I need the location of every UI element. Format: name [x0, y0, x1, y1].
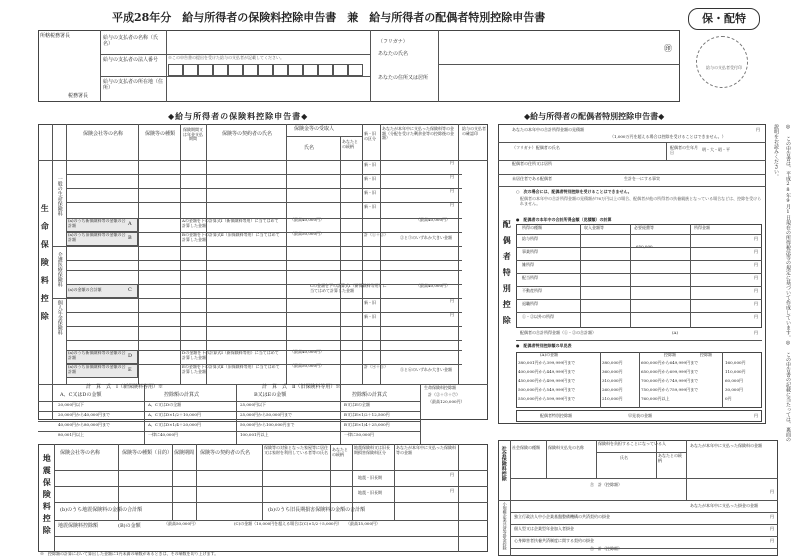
formula2-range: 100,001円以上: [240, 432, 269, 437]
income-yen: 円: [756, 127, 760, 132]
small-title: 小規模企業共済等掛金控除: [502, 502, 508, 550]
spouse-birth-era: 明・大・昭・平: [702, 147, 730, 152]
quick-col-head: 控除額: [664, 352, 676, 357]
row-line: [66, 326, 462, 327]
your-address-input[interactable]: [440, 68, 678, 98]
row-b-letter: B: [128, 235, 132, 241]
quick-mid: [722, 352, 723, 408]
small-total: 合 計（控除額）: [590, 546, 622, 551]
small-row-line: [510, 512, 778, 513]
quick-amount: 60,000円: [725, 378, 743, 383]
your-address-label: あなたの住所又は居所: [378, 75, 429, 81]
new-old-toggle[interactable]: 新・旧: [364, 190, 376, 195]
small-row-line: [510, 524, 778, 525]
sum-12: 計（①＋②）: [364, 232, 388, 237]
deduct-lookup: 早見表の金額: [628, 413, 652, 418]
form-title: 平成28年分 給与所得者の保険料控除申告書 兼 給与所得者の配偶者特別控除申告書: [112, 11, 546, 24]
eq-target: 保険等の対象となった家屋等に居住又は家財を利用している者等の氏名: [264, 445, 328, 455]
quick-amount: 210,000円: [602, 396, 623, 401]
max-120k: （最高120,000円）: [428, 399, 465, 404]
formula2-calc: 一律に50,000円: [344, 432, 374, 437]
formula2-calc: B又はE×1/2＋12,500円: [344, 412, 390, 417]
receipt-stamp-label: 給与の支払者受付印: [706, 65, 742, 70]
furigana-label: （フリガナ）: [378, 39, 408, 45]
unmarried-label: 未居住者である配偶者: [512, 176, 552, 181]
payer-number-digit-box[interactable]: [333, 64, 348, 76]
spouse-side-label: 配偶者特別控除: [502, 220, 513, 332]
calc-yen: 円: [754, 275, 758, 280]
f2-head-b: 控除額の計算式: [352, 392, 388, 398]
quick-col-head-2: 控除額: [700, 352, 712, 357]
income-limit: （1,000万円を超える場合は控除を受けることはできません。）: [610, 134, 726, 139]
social-relation: あなたとの続柄: [658, 453, 682, 463]
row-c-label: (a)の金額の合計額: [68, 287, 102, 292]
eq-kind: 保険等の種類（目的）: [122, 450, 173, 456]
eq-deduct-formula: (B)の金額: [118, 523, 141, 529]
calc-row-line: [516, 286, 762, 287]
max-15k: （最高15,000円）: [346, 521, 380, 526]
calc-row-label: 雑所得: [522, 262, 534, 267]
calc-row-label: 事業所得: [522, 249, 538, 254]
quick-mid: [639, 352, 640, 408]
calc-col-head: 所得の種類: [522, 225, 542, 230]
formula1-calc: 一律に40,000円: [148, 432, 178, 437]
calc-row-line: [516, 312, 762, 313]
new-old-toggle[interactable]: 新・旧: [364, 314, 376, 319]
quick-amount: 30,000円: [725, 387, 743, 392]
yen-mark: 円: [450, 298, 454, 303]
quick-amount: 310,000円: [602, 378, 623, 383]
quick-range: 400,000円から449,999円まで: [518, 369, 576, 374]
payer-address-input[interactable]: [168, 78, 366, 100]
compare-5: ⑤と⑥のいずれか大きい金額: [400, 367, 452, 372]
quick-range: 750,000円から759,999円まで: [641, 387, 699, 392]
yen-mark: 円: [450, 174, 454, 179]
right-notes: ◎ この申告書は、平成28年9月1日現在の所得税法等の規定に基づいて作成しています。◎ この申告書の記載に当たっては、裏面の説明をお読みください。: [773, 124, 791, 442]
payer-number-label: 給与の支払者の法人番号: [103, 57, 159, 63]
calc-yen: 円: [754, 301, 758, 306]
max-50k-e: （最高50,000円）: [290, 363, 324, 368]
payer-number-digit-box[interactable]: [168, 64, 183, 76]
col-relation: あなたとの続柄: [342, 139, 358, 149]
formula2-calc: B又はEの全額: [344, 402, 370, 407]
calc-yen: 円: [754, 236, 758, 241]
calc-row-line: [516, 273, 762, 274]
payer-name-input[interactable]: [168, 34, 366, 52]
calc-a: Aの金額を下の計算式Ⅰ（新保険料等用）に当てはめて計算した金額: [182, 218, 279, 228]
formula1-range: 20,000円から40,000円まで: [58, 412, 110, 417]
calc-b: Bの金額を下の計算式Ⅱ（旧保険料等用）に当てはめて計算した金額: [182, 232, 280, 242]
eq-sum-quake: (b)のうち地震保険料の金額の合計額: [60, 507, 143, 513]
office-label: 所轄税務署長: [40, 33, 71, 39]
max-50k-b: （最高50,000円）: [290, 231, 324, 236]
eq-deduct-label: 地震保険料控除額: [58, 523, 99, 529]
formula1-range: 40,000円から80,000円まで: [58, 422, 110, 427]
spouse-address: 配偶者の住所又は居所: [512, 161, 552, 166]
payer-number-digit-box[interactable]: [183, 64, 198, 76]
left-section-title: ◆給与所得者の保険料控除申告書◆: [168, 111, 309, 121]
payer-number-digit-box[interactable]: [288, 64, 303, 76]
row-e-letter: E: [128, 367, 132, 373]
new-old-toggle[interactable]: 新・旧: [364, 162, 376, 167]
payer-number-digit-box[interactable]: [198, 64, 213, 76]
payer-number-digit-box[interactable]: [213, 64, 228, 76]
footnote: ※ 控除額の計算において算出した金額に1円未満の端数があるときは、その端数を切り上げます。: [40, 551, 219, 556]
row-line: [66, 350, 462, 351]
formula1-range: 20,000円以下: [58, 402, 84, 407]
office-suffix: 税務署長: [68, 93, 89, 99]
eq-company: 保険会社等の名称: [60, 450, 101, 456]
row-b-label: (a)のうち旧保険料等の金額の合計額: [68, 232, 126, 242]
col-kind: 保険等の種類: [144, 131, 175, 137]
calc-yen: 円: [754, 249, 758, 254]
calc-yen: 円: [754, 288, 758, 293]
row-c-letter: C: [128, 287, 132, 293]
col-new-old: 新・旧の区分: [364, 131, 376, 141]
calc-row-label: 配当所得: [522, 275, 538, 280]
your-name-input[interactable]: [440, 44, 658, 62]
calc-e: Eの金額を下の計算式Ⅱ（旧保険料等用）に当てはめて計算した金額: [182, 364, 280, 374]
warn-body: 配偶者の本年中の合計所得金額の見積額が76万円以上の場合、配偶者が他の所得者の扶養親族となっている場合などは、控除を受けられません。: [520, 196, 762, 206]
payer-number-digit-box[interactable]: [258, 64, 273, 76]
income-est: あなたの本年中の合計所得金額の見積額: [512, 127, 584, 132]
company-input[interactable]: [70, 313, 134, 325]
earthquake-label: 地震保険料控除: [42, 454, 53, 538]
row-e-label: (a)のうち旧保険料等の金額の合計額: [68, 364, 126, 374]
yen-mark: 円: [450, 202, 454, 207]
social-total: 合 計（控除額）: [590, 482, 622, 487]
life-total-label: 生命保険料控除額: [424, 385, 456, 390]
small-yen: 円: [770, 538, 774, 543]
amount-input[interactable]: [384, 203, 446, 215]
eq-amount: あなたが本年中に支払った保険料等の金額: [396, 445, 456, 455]
small-row-line: [510, 548, 778, 549]
quick-range: 600,000円から649,999円まで: [641, 360, 699, 365]
eq-type: 地震保険料又は旧長期損害保険料区分: [354, 445, 390, 455]
social-yen: 円: [770, 489, 774, 494]
deduct-label: 配偶者特別控除額: [540, 413, 572, 418]
col-amount: あなたが本年中に支払った保険料等の金額（分配を受けた剰余金等の控除後の金額）: [382, 126, 454, 141]
formula1-title: 計 算 式 Ⅰ（新保険料等用）※: [86, 384, 163, 390]
calc-c: Cの金額を下の計算式Ⅰ（新保険料等用）に当てはめて計算した金額: [310, 283, 387, 293]
company-input[interactable]: [70, 299, 134, 311]
f2-head-a: B又はEの金額: [254, 392, 287, 398]
formula2-range: 50,000円から100,000円まで: [240, 422, 295, 427]
eq-yen-2: 円: [450, 488, 454, 493]
eq-type-row2: 地震・旧長期: [358, 490, 382, 495]
your-name-label: あなたの氏名: [378, 51, 409, 57]
row-line: [66, 218, 462, 219]
row-a-label: (a)のうち新保険料等の金額の合計額: [68, 218, 126, 228]
small-row-label: 個人型又は企業型年金加入者掛金: [514, 526, 574, 531]
col-check: 給与の支払者の確認印: [462, 126, 486, 136]
row-line: [66, 260, 462, 261]
row-line: [66, 284, 462, 285]
general-label: 一般の生命保険料: [56, 176, 63, 216]
form-badge: 保・配特: [688, 8, 760, 30]
formula1-calc: A、C又はD×1/2＋10,000円: [148, 412, 201, 417]
yen-mark: 円: [450, 160, 454, 165]
total-yen: 円: [754, 330, 758, 335]
company-input[interactable]: [70, 175, 134, 187]
max-50k-eq: （最高50,000円）: [164, 521, 198, 526]
calc-col-head: 所得金額: [694, 225, 710, 230]
payer-number-digit-box[interactable]: [318, 64, 333, 76]
col-recipient: 保険金等の受取人: [294, 126, 335, 132]
row-line: [66, 364, 462, 365]
col-company: 保険会社等の名称: [82, 131, 123, 137]
amount-input[interactable]: [384, 161, 446, 173]
sum-45: 計（④＋⑤）: [364, 364, 388, 369]
small-row-label: 心身障害者扶養共済制度に関する契約の掛金: [514, 538, 594, 543]
unmarried-value: 生計を一にする事実: [624, 176, 660, 181]
max-40k-d: （最高40,000円）: [290, 349, 324, 354]
medical-label: 介護医療保険料: [56, 252, 63, 287]
small-paid: あなたが本年中に支払った掛金の金額: [690, 503, 758, 508]
col-contractor: 保険等の契約者の氏名: [221, 131, 272, 137]
warn-title: ○ 次の場合には、配偶者特別控除を受けることはできません。: [516, 189, 632, 194]
formula2-range: 25,000円から50,000円まで: [240, 412, 292, 417]
calc-row-label: 退職所得: [522, 301, 538, 306]
row-line: [66, 270, 462, 271]
formula2-title: 計 算 式 Ⅱ（旧保険料等用）※: [262, 384, 341, 390]
payer-number-digit-box[interactable]: [243, 64, 258, 76]
quick-amount: 0円: [725, 396, 732, 401]
amount-input[interactable]: [384, 313, 446, 325]
payer-number-digit-box[interactable]: [303, 64, 318, 76]
total-label: 配偶者の合計所得金額（①・②の合計額）: [520, 330, 596, 335]
col-period: 保険期間又は年金支払期間: [183, 127, 203, 142]
f1-head-a: A、C又はDの金額: [60, 392, 102, 398]
eq-type-row1: 地震・旧長期: [358, 475, 382, 480]
social-name: 氏名: [620, 455, 628, 460]
yen-mark: 円: [450, 312, 454, 317]
life-total-formula: 計（②＋③＋⑦）: [428, 392, 460, 397]
quick-mid: [600, 352, 601, 408]
formula2-range: 25,000円以下: [240, 402, 266, 407]
social-bearer: 保険料を負担することになっている人: [598, 441, 666, 446]
calc-yen: 円: [754, 262, 758, 267]
calc-row-line: [516, 299, 762, 300]
calc-d: Dの金額を下の計算式Ⅰ（新保険料等用）に当てはめて計算した金額: [182, 350, 279, 360]
col-name: 氏名: [304, 145, 315, 151]
max-40k-c: （最高40,000円）: [416, 283, 450, 288]
eq-yen-1: 円: [450, 472, 454, 477]
small-row-line: [510, 536, 778, 537]
small-yen: 円: [770, 526, 774, 531]
new-old-toggle[interactable]: 新・旧: [364, 204, 376, 209]
calc-col-head: 必要経費等: [634, 225, 654, 230]
max-40k-a: （最高40,000円）: [290, 217, 324, 222]
amount-input[interactable]: [384, 175, 446, 187]
amount-input[interactable]: [384, 189, 446, 201]
company-input[interactable]: [70, 203, 134, 215]
quick-amount: 380,000円: [602, 360, 623, 365]
yen-mark: 円: [450, 188, 454, 193]
receipt-stamp: [696, 36, 748, 88]
total-letter: (A): [672, 330, 679, 335]
quick-range: 650,000円から699,999円まで: [641, 369, 699, 374]
company-input[interactable]: [70, 189, 134, 201]
expense-value: 650,000: [636, 244, 653, 249]
payer-number-digit-box[interactable]: [273, 64, 288, 76]
quick-range: 760,000円以上: [641, 396, 670, 401]
quick-range: 380,001円から399,999円まで: [518, 360, 576, 365]
social-title: 社会保険料控除: [500, 446, 507, 481]
eq-sum-old: (b)のうち旧長期損害保険料の金額の合計額: [268, 507, 366, 513]
formula1-calc: A、C又はDの全額: [148, 402, 182, 407]
social-payee: 保険料支払先の名称: [548, 445, 584, 450]
quick-amount: 160,000円: [725, 360, 746, 365]
max-40k-sum: （最高40,000円）: [416, 217, 450, 222]
name-seal: ㊞: [664, 44, 672, 53]
quick-range: 700,000円から749,999円まで: [641, 378, 699, 383]
calc-title: ● 配偶者の本年中の合計所得金額（見積額）の計算: [516, 217, 612, 222]
pension-label: 個人年金保険料: [56, 300, 63, 335]
calc-row-label: 給与所得: [522, 236, 538, 241]
company-input[interactable]: [70, 161, 134, 173]
amount-input[interactable]: [384, 299, 446, 311]
social-amount: あなたが本年中に支払った保険料の金額: [690, 443, 762, 448]
payer-address-label: 給与の支払者の所在地（住所）: [103, 79, 164, 91]
calc-yen: 円: [754, 314, 758, 319]
f1-head-b: 控除額の計算式: [164, 392, 200, 398]
quick-col-head: (A)の金額: [540, 352, 559, 357]
compare-2: ②と③のいずれか大きい金額: [400, 235, 452, 240]
formula1-calc: A、C又はD×1/4＋20,000円: [148, 422, 201, 427]
spouse-birth: 配偶者の生年月日: [670, 145, 698, 155]
quick-range: 500,000円から549,999円まで: [518, 387, 576, 392]
quick-amount: 110,000円: [725, 369, 746, 374]
formula1-range: 80,001円以上: [58, 432, 84, 437]
payer-name-label: 給与の支払者の名称（氏名）: [103, 35, 159, 47]
quick-range: 550,000円から599,999円まで: [518, 396, 576, 401]
right-section-title: ◆給与所得者の配偶者特別控除申告書◆: [524, 111, 665, 121]
payer-number-digit-box[interactable]: [228, 64, 243, 76]
quick-amount: 260,000円: [602, 387, 623, 392]
new-old-toggle[interactable]: 新・旧: [364, 176, 376, 181]
payer-number-note: ※この申告書の提出を受けた給与の支払者が記載してください。: [168, 55, 284, 60]
calc-row-label: ①・②以外の所得: [522, 314, 554, 319]
small-row-label: 独立行政法人中小企業基盤整備機構の共済契約の掛金: [514, 514, 610, 519]
calc-row-line: [516, 234, 762, 235]
row-d-letter: D: [128, 353, 133, 359]
calc-col-head: 収入金額等: [584, 225, 604, 230]
row-a-letter: A: [128, 221, 132, 227]
life-ins-label: 生命保険料控除: [40, 204, 51, 330]
eq-period: 保険期間: [174, 450, 195, 456]
calc-row-line: [516, 260, 762, 261]
eq-deduct-formula2: (C)の金額（10,000円を超える場合は(C)×1/2＋5,000円）: [234, 521, 342, 526]
eq-contractor: 保険等の契約者の氏名: [200, 450, 251, 456]
deduct-row: [516, 410, 762, 422]
calc-row-label: 不動産所得: [522, 288, 542, 293]
row-d-label: (a)のうち新保険料等の金額の合計額: [68, 350, 126, 360]
payer-number-digit-box[interactable]: [348, 64, 363, 76]
deduct-yen: 円: [754, 413, 758, 418]
eq-relation: あなたとの続柄: [332, 447, 348, 457]
row-line: [66, 340, 462, 341]
new-old-toggle[interactable]: 新・旧: [364, 300, 376, 305]
quick-amount: 360,000円: [602, 369, 623, 374]
social-kind: 社会保険の種類: [512, 445, 540, 450]
spouse-furigana: （フリガナ）配偶者の氏名: [512, 145, 560, 150]
formula2-calc: B又はE×1/4＋25,000円: [344, 422, 390, 427]
row-line: [66, 232, 462, 233]
small-yen: 円: [770, 514, 774, 519]
table-title: ● 配偶者特別控除額の早見表: [516, 343, 572, 348]
quick-range: 450,000円から499,999円まで: [518, 378, 576, 383]
